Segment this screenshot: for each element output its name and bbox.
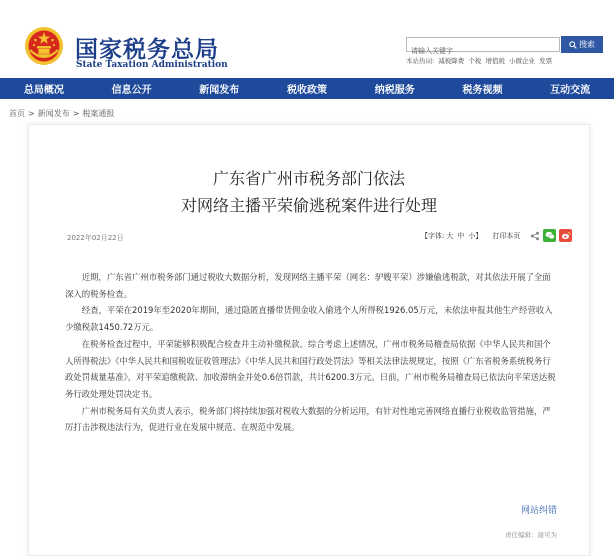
breadcrumb bbox=[9, 108, 114, 119]
article-date: 2022年02月22日 bbox=[67, 234, 124, 242]
site-correction-link[interactable]: 网站纠错 bbox=[520, 506, 557, 516]
weibo-icon bbox=[561, 231, 571, 240]
search-button-label: 搜索 bbox=[579, 40, 595, 49]
article-body bbox=[65, 269, 559, 436]
nav-item-info-disclosure[interactable]: 信息公开 bbox=[111, 85, 152, 96]
article-paragraph: 广州市税务局有关负责人表示，税务部门将持续加强对税收大数据的分析运用，有针对性地完善网络直播行业税收监管措施，严厉打击涉税违法行为，促进行业在发展中规范、在规范中发展。 bbox=[65, 405, 551, 433]
search-icon bbox=[569, 41, 577, 49]
breadcrumb-home[interactable]: 首页 bbox=[9, 109, 25, 118]
hot-word-link[interactable]: 发票 bbox=[539, 57, 553, 65]
article-paragraph: 近期，广东省广州市税务部门通过税收大数据分析，发现网络主播平荣（网名：驴嫂平荣）涉嫌偷逃税款，对其依法开展了全面深入的税务检查。 bbox=[65, 272, 551, 299]
article-tools bbox=[421, 229, 572, 242]
font-size-small[interactable]: 小】 bbox=[468, 231, 483, 240]
breadcrumb-news[interactable]: 新闻发布 bbox=[37, 109, 70, 118]
search-box[interactable] bbox=[406, 37, 560, 52]
article-paragraph: 在税务检查过程中，平荣能够积极配合检查并主动补缴税款。综合考虑上述情况，广州市税务局稽查局依据《中华人民共和国个人所得税法》《中华人民共和国税收征收管理法》《中华人民共和国行政处罚法》等相关法律法规规定，按照《广东省税务系统税务行政处罚裁量基准》，对平荣追缴税款、加收滞纳金并处0.6倍罚款，共计6200.3万元。日前，广州市税务局稽查局已依法向平荣送达税务行政处理处罚决定书。 bbox=[65, 338, 556, 399]
nav-item-overview[interactable]: 总局概况 bbox=[23, 85, 64, 96]
nav-item-interaction[interactable]: 互动交流 bbox=[550, 85, 591, 96]
article-paragraph: 经查，平荣在2019年至2020年期间，通过隐匿直播带货佣金收入偷逃个人所得税1926.05万元，未依法申报其他生产经营收入少缴税款1450.72万元。 bbox=[65, 305, 553, 333]
hot-word-link[interactable]: 个税 bbox=[468, 57, 482, 65]
wechat-share-icon[interactable] bbox=[543, 229, 556, 242]
site-header bbox=[0, 0, 614, 78]
breadcrumb-tax-cases[interactable]: 税案通报 bbox=[82, 109, 115, 118]
font-size-medium[interactable]: 中 bbox=[457, 231, 465, 240]
font-size-large[interactable]: 大 bbox=[446, 231, 454, 240]
nav-item-tax-video[interactable]: 税务视频 bbox=[462, 85, 503, 96]
main-nav bbox=[0, 78, 614, 99]
weibo-share-icon[interactable] bbox=[559, 229, 572, 242]
hot-word-link[interactable]: 减税降费 bbox=[438, 57, 465, 65]
nav-item-news[interactable]: 新闻发布 bbox=[199, 85, 240, 96]
article-panel bbox=[28, 124, 590, 556]
article-title-line-2: 对网络主播平荣偷逃税案件进行处理 bbox=[180, 196, 437, 215]
article-title-line-1: 广东省广州市税务部门依法 bbox=[212, 169, 405, 188]
wechat-icon bbox=[545, 231, 555, 240]
national-emblem-icon[interactable] bbox=[24, 26, 64, 66]
share-icon[interactable] bbox=[530, 231, 540, 241]
font-size-label: 【字体: bbox=[421, 231, 445, 240]
breadcrumb-separator: > bbox=[28, 109, 35, 118]
print-page-link[interactable]: 打印本页 bbox=[492, 231, 521, 240]
hot-words bbox=[406, 56, 552, 65]
responsible-editor: 责任编辑：谢可为 bbox=[505, 531, 557, 539]
hot-words-label: 本站热词: bbox=[406, 57, 435, 65]
hot-word-link[interactable]: 增值税 bbox=[485, 57, 505, 65]
search-button[interactable] bbox=[561, 36, 603, 53]
nav-item-taxpayer-service[interactable]: 纳税服务 bbox=[374, 85, 415, 96]
site-name[interactable]: 国家税务总局 bbox=[75, 37, 219, 63]
hot-word-link[interactable]: 小微企业 bbox=[509, 57, 536, 65]
breadcrumb-separator: > bbox=[72, 109, 80, 118]
site-name-english: State Taxation Administration bbox=[76, 60, 228, 70]
nav-item-tax-policy[interactable]: 税收政策 bbox=[287, 85, 328, 96]
